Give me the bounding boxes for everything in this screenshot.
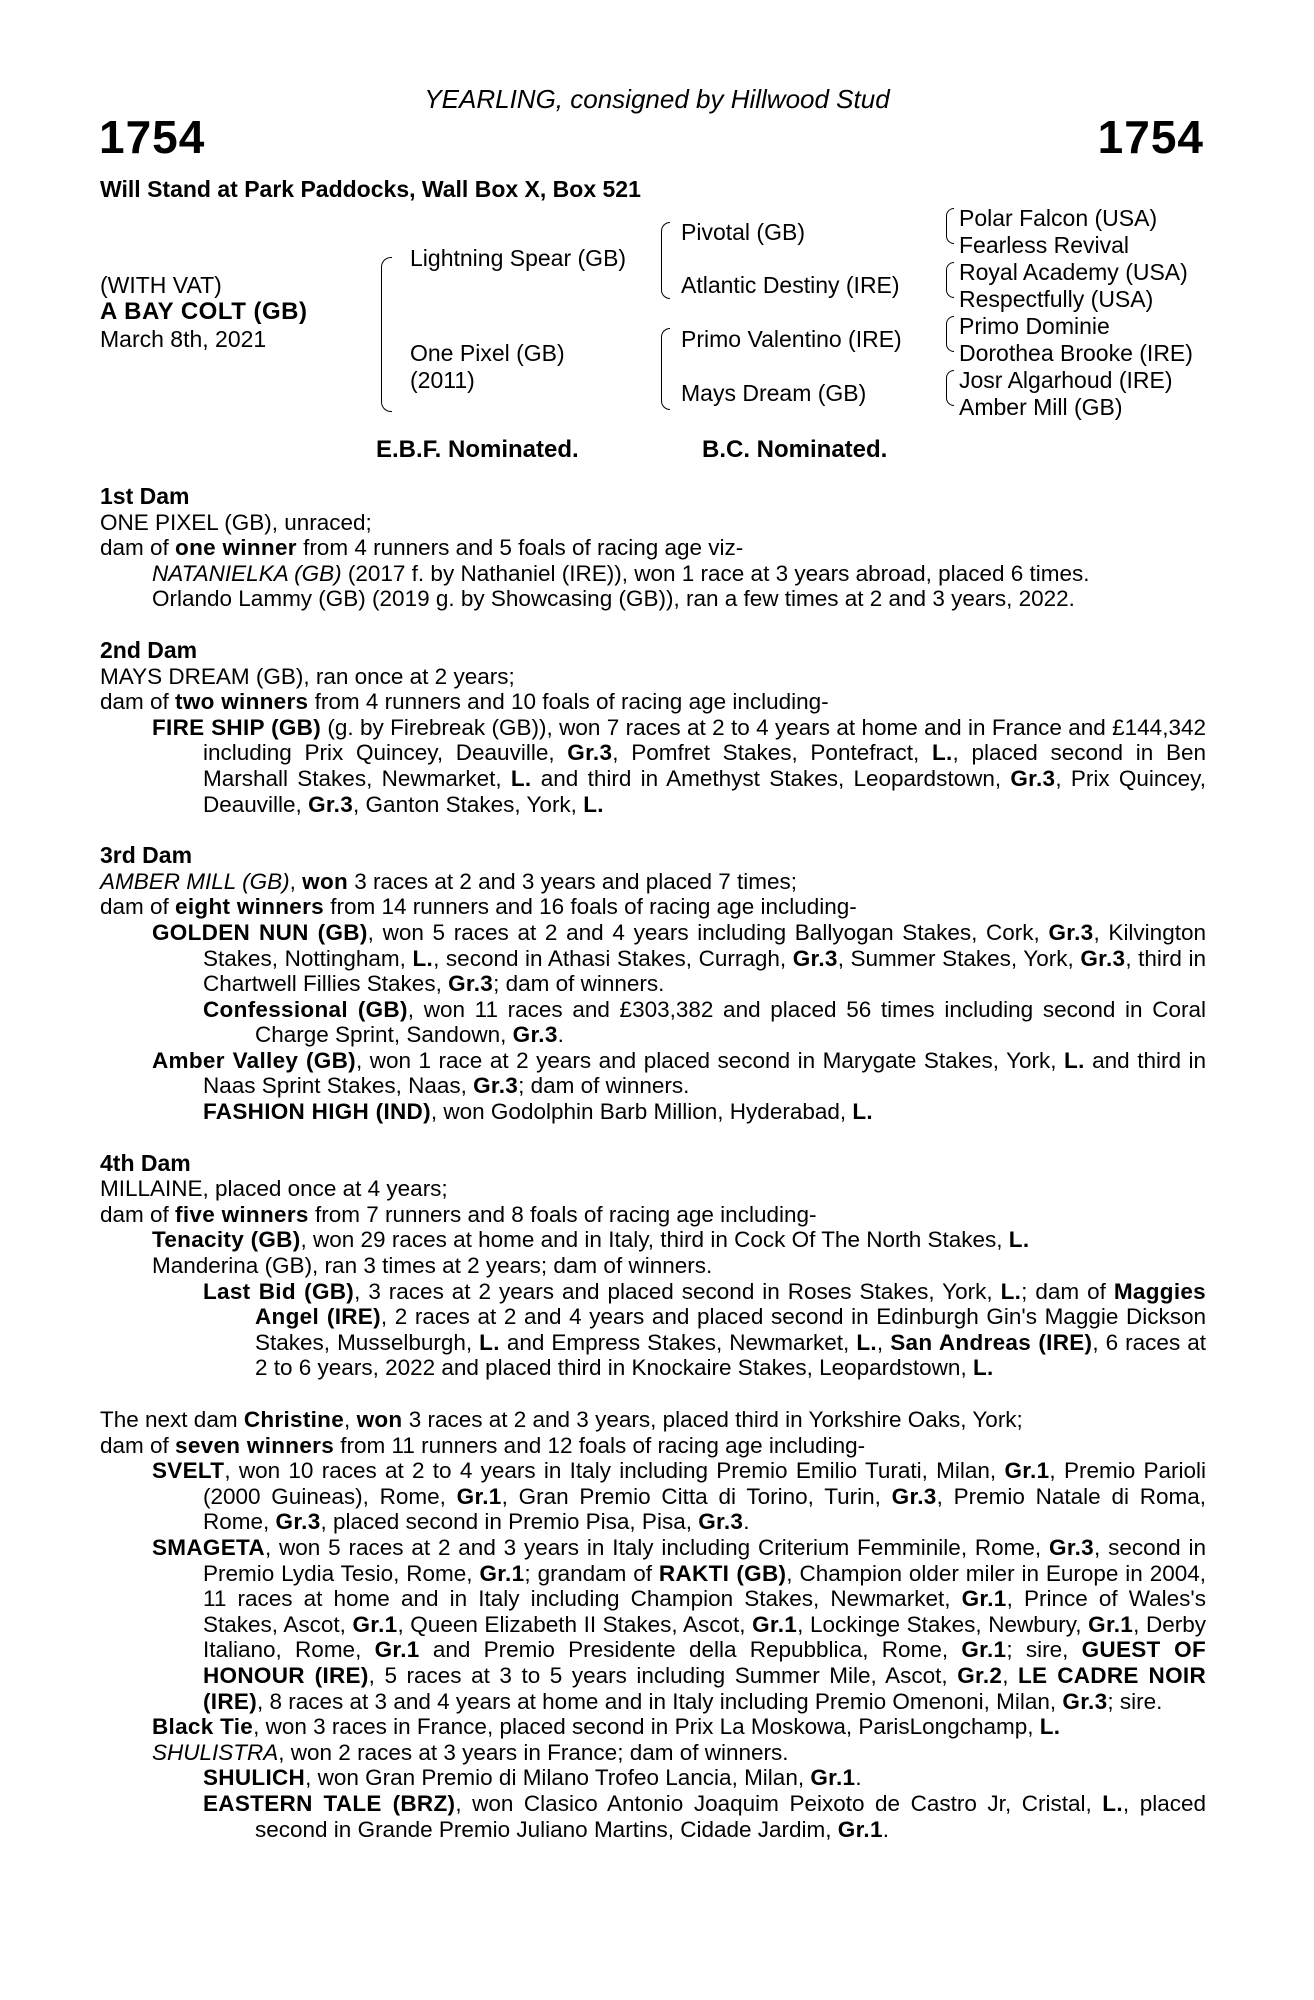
pedigree-brace-main <box>381 257 392 412</box>
dam3-grandproduce: FASHION HIGH (IND), won Godolphin Barb Million, Hyderabad, L. <box>203 1099 873 1125</box>
catalogue-text <box>100 484 1206 1842</box>
dam4-produce: Tenacity (GB), won 29 races at home and in Italy, third in Cock Of The North Stakes, L. <box>152 1227 1030 1253</box>
dam4-produce-summary: dam of five winners from 7 runners and 8 foals of racing age including- <box>100 1201 817 1227</box>
pedigree-brace-g4 <box>946 370 954 406</box>
pedigree-brace-dam <box>661 328 670 410</box>
great-grandsire-8: Amber Mill (GB) <box>959 394 1123 420</box>
great-grandsire-4: Respectfully (USA) <box>959 286 1154 312</box>
sire: Lightning Spear (GB) <box>410 245 627 271</box>
dam1-foal: NATANIELKA (GB) (2017 f. by Nathaniel (IRE)), won 1 race at 3 years abroad, placed 6 times. <box>152 560 1090 586</box>
colt-name: A BAY COLT (GB) <box>100 298 308 325</box>
foaling-date: March 8th, 2021 <box>100 326 267 352</box>
vat-note: (WITH VAT) <box>100 272 222 298</box>
grandsire-1: Pivotal (GB) <box>681 219 805 245</box>
next-dam-produce: SHULISTRA, won 2 races at 3 years in France; dam of winners. <box>152 1739 789 1765</box>
grandsire-3: Primo Valentino (IRE) <box>681 326 902 352</box>
dam1-title: 1st Dam <box>100 483 190 509</box>
pedigree-brace-g3 <box>946 316 954 352</box>
great-grandsire-7: Josr Algarhoud (IRE) <box>959 367 1173 393</box>
dam3-produce: Amber Valley (GB), won 1 race at 2 years and placed second in Marygate Stakes, York, L. and third in Naas Sprint Stakes, Naas, Gr.3; dam of winners. <box>152 1047 1207 1099</box>
dam3-grandproduce: Confessional (GB), won 11 races and £303,382 and placed 56 times including second in Coral Charge Sprint, Sandown, Gr.3. <box>203 996 1206 1048</box>
next-dam-line: The next dam Christine, won 3 races at 2 and 3 years, placed third in Yorkshire Oaks, York; <box>100 1407 1023 1432</box>
great-grandsire-2: Fearless Revival <box>959 232 1129 258</box>
lot-number-left: 1754 <box>99 111 206 163</box>
great-grandsire-5: Primo Dominie <box>959 313 1110 339</box>
next-dam-produce-summary: dam of seven winners from 11 runners and 12 foals of racing age including- <box>100 1432 866 1458</box>
next-dam-produce: SMAGETA, won 5 races at 2 and 3 years in Italy including Criterium Femminile, Rome, Gr.3, second in Premio Lydia Tesio, Rome, Gr.1; grandam of RAKTI (GB), Champion older miler in Europe in 2004, 11 races at home and in Italy including Champion Stakes, Newmarket, Gr.1, Prince of Wales's Stakes, Ascot, Gr.1, Queen Elizabeth II Stakes, Ascot, Gr.1, Lockinge Stakes, Newbury, Gr.1, Derby Italiano, Rome, Gr.1 and Premio Presidente della Repubblica, Rome, Gr.1; sire, GUEST OF HONOUR (IRE), 5 races at 3 to 5 years including Summer Mile, Ascot, Gr.2, LE CADRE NOIR (IRE), 8 races at 3 and 4 years at home and in Italy including Premio Omenoni, Milan, Gr.3; sire. <box>152 1534 1207 1714</box>
dam2-title: 2nd Dam <box>100 636 198 663</box>
dam2-produce: FIRE SHIP (GB) (g. by Firebreak (GB)), won 7 races at 2 to 4 years at home and in France and £144,342 including Prix Quincey, Deauville, Gr.3, Pomfret Stakes, Pontefract, L., placed second in Ben Marshall Stakes, Newmarket, L. and third in Amethyst Stakes, Leopardstown, Gr.3, Prix Quincey, Deauville, Gr.3, Ganton Stakes, York, L. <box>152 714 1206 817</box>
pedigree-brace-sire <box>661 222 670 299</box>
next-dam-grandproduce: EASTERN TALE (BRZ), won Clasico Antonio Joaquim Peixoto de Castro Jr, Cristal, L., placed second in Grande Premio Juliano Martins, Cidade Jardim, Gr.1. <box>203 1790 1207 1842</box>
next-dam-produce: Black Tie, won 3 races in France, placed second in Prix La Moskowa, ParisLongchamp, L. <box>152 1714 1061 1740</box>
dam: One Pixel (GB) <box>410 340 565 366</box>
consigned-by: YEARLING, consigned by Hillwood Stud <box>424 84 890 114</box>
dam1-line: ONE PIXEL (GB), unraced; <box>100 509 372 535</box>
dam2-produce-summary: dam of two winners from 4 runners and 10 foals of racing age including- <box>100 689 829 715</box>
great-grandsire-6: Dorothea Brooke (IRE) <box>959 340 1193 366</box>
dam3-title: 3rd Dam <box>100 842 193 869</box>
dam1-produce-summary: dam of one winner from 4 runners and 5 foals of racing age viz- <box>100 535 744 561</box>
lot-number-right: 1754 <box>1097 111 1204 163</box>
dam4-produce: Manderina (GB), ran 3 times at 2 years; dam of winners. <box>152 1253 713 1279</box>
grandsire-2: Atlantic Destiny (IRE) <box>681 272 900 298</box>
dam4-line: MILLAINE, placed once at 4 years; <box>100 1176 448 1202</box>
stand-location: Will Stand at Park Paddocks, Wall Box X, Box 521 <box>100 176 641 202</box>
great-grandsire-1: Polar Falcon (USA) <box>959 205 1158 231</box>
dam2-line: MAYS DREAM (GB), ran once at 2 years; <box>100 663 515 689</box>
bc-nominated: B.C. Nominated. <box>702 436 888 463</box>
great-grandsire-3: Royal Academy (USA) <box>959 259 1188 285</box>
dam-year: (2011) <box>410 367 475 393</box>
grandsire-4: Mays Dream (GB) <box>681 380 867 406</box>
dam4-grandproduce: Last Bid (GB), 3 races at 2 years and placed second in Roses Stakes, York, L.; dam of Maggies Angel (IRE), 2 races at 2 and 4 years and placed second in Edinburgh Gin's Maggie Dickson Stakes, Musselburgh, L. and Empress Stakes, Newmarket, L., San Andreas (IRE), 6 races at 2 to 6 years, 2022 and placed third in Knockaire Stakes, Leopardstown, L. <box>203 1278 1206 1381</box>
pedigree-brace-g2 <box>946 262 954 298</box>
pedigree-brace-g1 <box>946 208 954 244</box>
next-dam-grandproduce: SHULICH, won Gran Premio di Milano Trofeo Lancia, Milan, Gr.1. <box>203 1765 862 1791</box>
ebf-nominated: E.B.F. Nominated. <box>376 436 579 463</box>
dam1-foal: Orlando Lammy (GB) (2019 g. by Showcasing (GB)), ran a few times at 2 and 3 years, 2022. <box>152 586 1075 612</box>
dam3-produce: GOLDEN NUN (GB), won 5 races at 2 and 4 years including Ballyogan Stakes, Cork, Gr.3, Kilvington Stakes, Nottingham, L., second in Athasi Stakes, Curragh, Gr.3, Summer Stakes, York, Gr.3, third in Chartwell Fillies Stakes, Gr.3; dam of winners. <box>152 919 1206 997</box>
dam4-title: 4th Dam <box>100 1149 191 1176</box>
dam3-line: AMBER MILL (GB), won 3 races at 2 and 3 years and placed 7 times; <box>100 868 798 894</box>
next-dam-produce: SVELT, won 10 races at 2 to 4 years in Italy including Premio Emilio Turati, Milan, Gr.1, Premio Parioli (2000 Guineas), Rome, Gr.1, Gran Premio Citta di Torino, Turin, Gr.3, Premio Natale di Roma, Rome, Gr.3, placed second in Premio Pisa, Pisa, Gr.3. <box>152 1458 1206 1535</box>
dam3-produce-summary: dam of eight winners from 14 runners and 16 foals of racing age including- <box>100 894 857 920</box>
